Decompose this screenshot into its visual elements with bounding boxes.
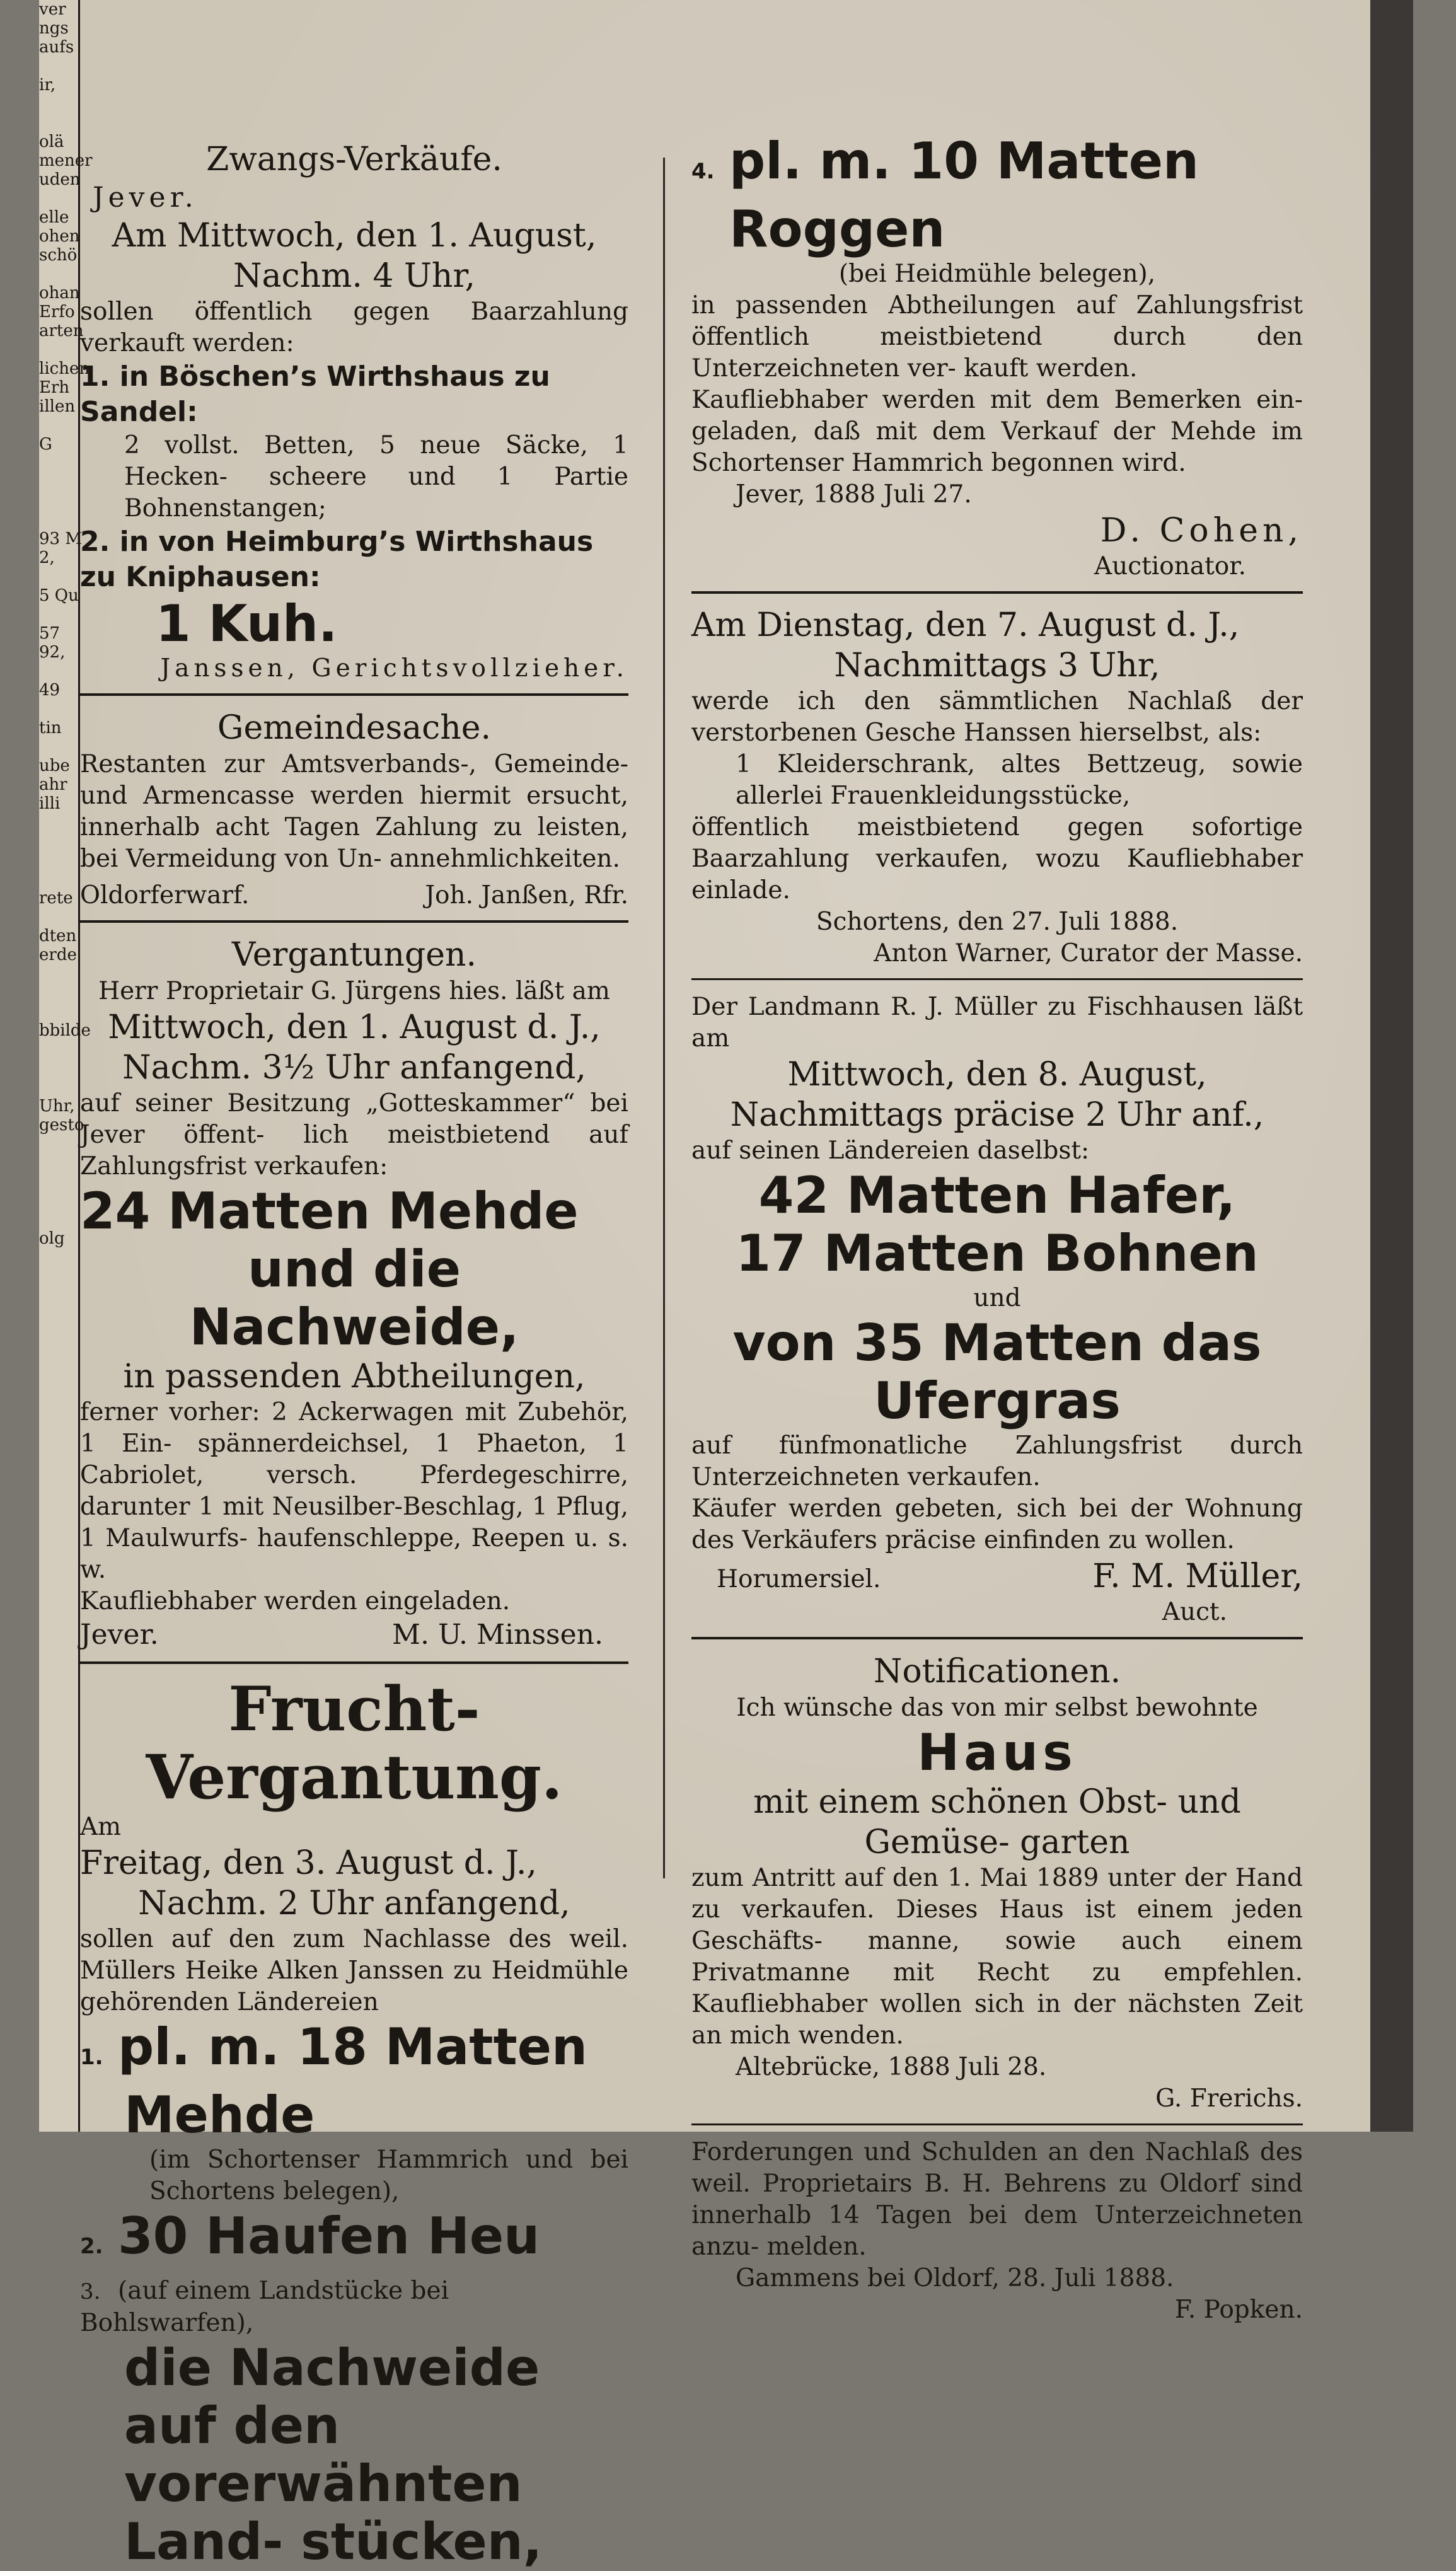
am-label: Am: [80, 1813, 122, 1841]
big-line-3: von 35 Matten das: [732, 1314, 1262, 1372]
gutter-fragment: tin: [39, 719, 62, 737]
invite-text: Kaufliebhaber werden eingeladen.: [80, 1587, 511, 1615]
body-text-2: öffentlich meistbietend gegen sofortige Baarzahlung verkaufen, wozu Kaufliebhaber einlade.: [691, 813, 1303, 904]
gutter-fragment: 92,: [39, 643, 66, 662]
gutter-fragment: ngs: [39, 19, 69, 38]
gutter-fragment: [39, 511, 78, 529]
gutter-fragment: [39, 700, 78, 719]
gutter-fragment: dten: [39, 927, 77, 945]
item-2: [80, 2207, 628, 2339]
gutter-fragment: arten: [39, 321, 84, 340]
item-big: 30 Haufen Heu: [118, 2207, 540, 2265]
gutter-fragment: [39, 605, 78, 624]
time-line: Nachm. 2 Uhr anfangend,: [138, 1885, 570, 1922]
gutter-fragment: [39, 113, 78, 132]
date-line-2: Schortens, den 27. Juli 1888.: [816, 908, 1179, 936]
intro-text: Herr Proprietair G. Jürgens hies. läßt am: [98, 977, 610, 1005]
divider: [80, 1661, 628, 1664]
divider: [691, 2123, 1303, 2125]
time-line: Nachm. 3½ Uhr anfangend,: [122, 1049, 586, 1087]
item-2-big: 1 Kuh.: [156, 594, 338, 653]
divider: [80, 920, 628, 923]
place: Jever.: [93, 182, 198, 214]
date-line: Freitag, den 3. August d. J.,: [80, 1844, 537, 1882]
gutter-fragment: ube: [39, 756, 70, 775]
gutter-fragment: 49: [39, 681, 61, 700]
divider: [691, 591, 1303, 594]
gutter-fragment: ohan: [39, 284, 80, 303]
item-number: 2.: [80, 2234, 103, 2259]
gutter-fragment: illen: [39, 397, 76, 416]
ad-title: Zwangs-Verkäufe.: [206, 141, 502, 178]
time-line: Nachm. 4 Uhr,: [233, 257, 476, 295]
signature: F. Popken.: [1174, 2296, 1303, 2324]
divider: [691, 1637, 1303, 1639]
place: Oldorferwarf.: [80, 881, 250, 910]
body-text: Forderungen und Schulden an den Nachlaß des weil. Proprietairs B. H. Behrens zu Oldorf sind innerhalb 14 Tagen bei dem Unterzeichneten anzu- melden.: [691, 2138, 1303, 2261]
ad-title: Gemeindesache.: [217, 709, 492, 747]
gutter-fragment: [39, 983, 78, 1002]
item-big: die Nachweide auf den vorerwähnten Land- stücken,: [124, 2338, 543, 2571]
gutter-fragment: [39, 454, 78, 473]
gutter-fragment: [39, 57, 78, 76]
gutter-fragment: ver: [39, 0, 66, 19]
gutter-fragment: mener: [39, 151, 93, 170]
body-text-3: Käufer werden gebeten, sich bei der Wohnung des Verkäufers präcise einfinden zu wollen.: [691, 1494, 1303, 1554]
gutter-fragment: Erh: [39, 378, 70, 397]
dienstag-ad: [691, 605, 1303, 969]
item-2-heading: 2. in von Heimburg’s Wirthshaus zu Kniphausen:: [80, 526, 594, 593]
signature: Janssen, Gerichtsvollzieher.: [160, 654, 628, 683]
signature-row: [691, 1556, 1303, 1597]
vergantungen-ad: [80, 934, 628, 1653]
date-line: Am Mittwoch, den 1. August,: [112, 217, 597, 255]
gutter-fragment: [39, 1210, 78, 1229]
body-text-2: auf fünfmonatliche Zahlungsfrist durch Unterzeichneten verkaufen.: [691, 1431, 1303, 1491]
gutter-fragment: [39, 265, 78, 284]
item-big-2: Mehde: [124, 2086, 315, 2144]
role: Auctionator.: [1094, 552, 1246, 581]
landmann-ad: [691, 991, 1303, 1628]
gutter-fragment: rete: [39, 889, 73, 908]
column-rule: [663, 158, 665, 1878]
gutter-fragment: ahr: [39, 775, 67, 794]
gutter-fragment: [39, 567, 78, 586]
item-number: 4.: [691, 159, 715, 184]
gutter-fragment: olä: [39, 132, 64, 151]
gutter-fragment: erde: [39, 945, 77, 964]
intro-text: sollen auf den zum Nachlasse des weil. Müllers Heike Alken Janssen zu Heidmühle gehörenden Ländereien: [80, 1925, 628, 2016]
signature-row: [80, 880, 628, 911]
divider: [691, 978, 1303, 980]
frucht-vergantung-ad: [80, 1675, 628, 2571]
gutter-fragment: [39, 870, 78, 889]
body-text-2: Kaufliebhaber werden mit dem Bemerken ein- geladen, daß mit dem Verkauf der Mehde im Schortenser Hammrich begonnen wird.: [691, 386, 1303, 477]
time-line: Nachmittags 3 Uhr,: [834, 647, 1160, 685]
gutter-fragment: [39, 1153, 78, 1172]
item-big-2: Roggen: [729, 200, 945, 258]
ad-title: Notificationen.: [873, 1653, 1121, 1690]
gemeindesache-ad: [80, 707, 628, 911]
date-line: Altebrücke, 1888 Juli 28.: [736, 2053, 1047, 2081]
ad-title: Vergantungen.: [231, 936, 477, 974]
signature: F. M. Müller,: [1092, 1557, 1303, 1595]
item-number: 3.: [80, 2279, 101, 2304]
subline: mit einem schönen Obst- und Gemüse- garten: [753, 1783, 1241, 1861]
gutter-fragment: [39, 492, 78, 511]
item-1-text: 2 vollst. Betten, 5 neue Säcke, 1 Hecken- scheere und 1 Partie Bohnenstangen;: [124, 431, 628, 523]
item-number: 1.: [80, 2045, 103, 2070]
gutter-fragment: [39, 662, 78, 681]
gutter-fragment: bbilde: [39, 1021, 91, 1040]
gutter-fragment: gesto: [39, 1116, 84, 1135]
signature: G. Frerichs.: [1155, 2084, 1303, 2113]
big-line: Haus: [917, 1723, 1077, 1782]
gutter-fragment: [39, 340, 78, 359]
intro-text: Der Landmann R. J. Müller zu Fischhausen läßt am: [691, 993, 1303, 1053]
body-text: auf seinen Ländereien daselbst:: [691, 1136, 1090, 1165]
role: Auct.: [1162, 1598, 1227, 1626]
gutter-fragment: 93 M: [39, 529, 82, 548]
gutter-fragment: [39, 851, 78, 870]
items-text: 1 Kleiderschrank, altes Bettzeug, sowie allerlei Frauenkleidungsstücke,: [736, 750, 1303, 810]
roggen-ad: [691, 132, 1303, 582]
previous-page-fragment: [39, 0, 93, 2132]
gutter-fragment: [39, 1002, 78, 1021]
body-text: werde ich den sämmtlichen Nachlaß der verstorbenen Gesche Hanssen hierselbst, als:: [691, 687, 1303, 747]
item-location: (bei Heidmühle belegen),: [838, 260, 1156, 288]
newspaper-page: [39, 0, 1413, 2571]
und-label: und: [973, 1284, 1021, 1312]
signature-row: [80, 1617, 628, 1653]
gutter-fragment: [39, 1040, 78, 1059]
gutter-fragment: ohen: [39, 227, 80, 246]
gutter-fragment: 57: [39, 624, 61, 643]
gutter-fragment: illi: [39, 794, 61, 813]
body-text: zum Antritt auf den 1. Mai 1889 unter der Hand zu verkaufen. Dieses Haus ist einem jeden Geschäfts- manne, sowie auch einem Privatmanne mit Recht zu empfehlen. Kaufliebhaber wollen sich in der nächsten Zeit an mich wenden.: [691, 1864, 1303, 2050]
gutter-fragment: [39, 1172, 78, 1191]
subline: in passenden Abtheilungen,: [123, 1358, 586, 1395]
ad-title: Frucht-Vergantung.: [146, 1673, 563, 1813]
page-edge: [1370, 0, 1413, 2132]
body-text: auf seiner Besitzung „Gotteskammer“ bei Jever öffent- lich meistbietend auf Zahlungsfrist verkaufen:: [80, 1089, 628, 1181]
gutter-fragment: [39, 1059, 78, 1078]
signature: D. Cohen,: [1100, 512, 1303, 550]
body-text: Restanten zur Amtsverbands-, Gemeinde- und Armencasse werden hiermit ersucht, innerhalb acht Tagen Zahlung zu leisten, bei Vermeidung von Un- annehmlichkeiten.: [80, 750, 628, 873]
gutter-fragment: [39, 189, 78, 208]
date-line: Mittwoch, den 1. August d. J.,: [108, 1008, 601, 1046]
date-line: Mittwoch, den 8. August,: [787, 1056, 1207, 1094]
gutter-fragment: G: [39, 435, 52, 454]
gutter-fragment: [39, 832, 78, 851]
gutter-fragment: 2,: [39, 548, 55, 567]
big-line-2: und die Nachweide,: [189, 1240, 519, 1356]
intro-text: Ich wünsche das von mir selbst bewohnte: [736, 1694, 1258, 1722]
gutter-fragment: uden: [39, 170, 81, 189]
divider: [80, 693, 628, 696]
gutter-fragment: [39, 1078, 78, 1097]
gutter-fragment: elle: [39, 208, 69, 227]
date-line: Jever, 1888 Juli 27.: [736, 480, 972, 509]
gutter-fragment: Erfo: [39, 303, 75, 321]
gutter-fragment: schö: [39, 246, 78, 265]
item-big: pl. m. 10 Matten: [729, 132, 1199, 190]
item-location: (auf einem Landstücke bei Bohlswarfen),: [80, 2277, 449, 2337]
intro-text: sollen öffentlich gegen Baarzahlung verkauft werden:: [80, 298, 628, 357]
signature: Anton Warner, Curator der Masse.: [874, 939, 1303, 968]
date-line: Gammens bei Oldorf, 28. Juli 1888.: [736, 2264, 1174, 2292]
gutter-fragment: [39, 964, 78, 983]
gutter-fragment: olg: [39, 1229, 65, 1248]
left-column: [80, 95, 628, 2571]
gutter-fragment: Uhr,: [39, 1097, 75, 1116]
item-3: [80, 2339, 628, 2571]
forderungen-ad: [691, 2137, 1303, 2326]
gutter-fragment: [39, 95, 78, 113]
item-big: pl. m. 18 Matten: [118, 2018, 587, 2076]
gutter-fragment: [39, 416, 78, 435]
item-1-heading: 1. in Böschen’s Wirthshaus zu Sandel:: [80, 361, 550, 428]
body-text: in passenden Abtheilungen auf Zahlungsfrist öffentlich meistbietend durch den Unterzeichneten ver- kauft werden.: [691, 291, 1303, 383]
big-line-1: 42 Matten Hafer,: [758, 1166, 1236, 1225]
gutter-fragment: lichen: [39, 359, 90, 378]
gutter-fragment: [39, 1191, 78, 1210]
big-line-1: 24 Matten Mehde: [80, 1182, 579, 1240]
place: Jever.: [80, 1619, 159, 1651]
signature: Joh. Janßen, Rfr.: [425, 881, 628, 910]
date-line: Am Dienstag, den 7. August d. J.,: [691, 606, 1240, 644]
gutter-fragment: aufs: [39, 38, 74, 57]
item-1: [80, 2018, 628, 2207]
gutter-fragment: ir,: [39, 76, 56, 95]
gutter-fragment: [39, 813, 78, 832]
item-location: (im Schortenser Hammrich und bei Schortens belegen),: [149, 2146, 628, 2205]
time-line: Nachmittags präcise 2 Uhr anf.,: [730, 1096, 1264, 1134]
place: Horumersiel.: [717, 1565, 881, 1593]
ferner-text: ferner vorher: 2 Ackerwagen mit Zubehör, 1 Ein- spännerdeichsel, 1 Phaeton, 1 Cabriolet, versch. Pferdegeschirre, darunter 1 mit Neusilber-Beschlag, 1 Pflug, 1 Maulwurfs- haufenschleppe, Reepen u. s. w.: [80, 1398, 628, 1584]
gutter-fragment: [39, 908, 78, 927]
big-line-4: Ufergras: [874, 1372, 1121, 1430]
gutter-fragment: [39, 737, 78, 756]
right-column: [691, 95, 1303, 2326]
gutter-fragment: 5 Qu: [39, 586, 79, 605]
gutter-fragment: [39, 473, 78, 492]
notificationen-ad: [691, 1651, 1303, 2115]
signature: M. U. Minssen.: [391, 1619, 603, 1651]
big-line-2: 17 Matten Bohnen: [736, 1224, 1259, 1283]
zwangs-verkaeufe-ad: [80, 139, 628, 685]
gutter-fragment: [39, 1135, 78, 1153]
